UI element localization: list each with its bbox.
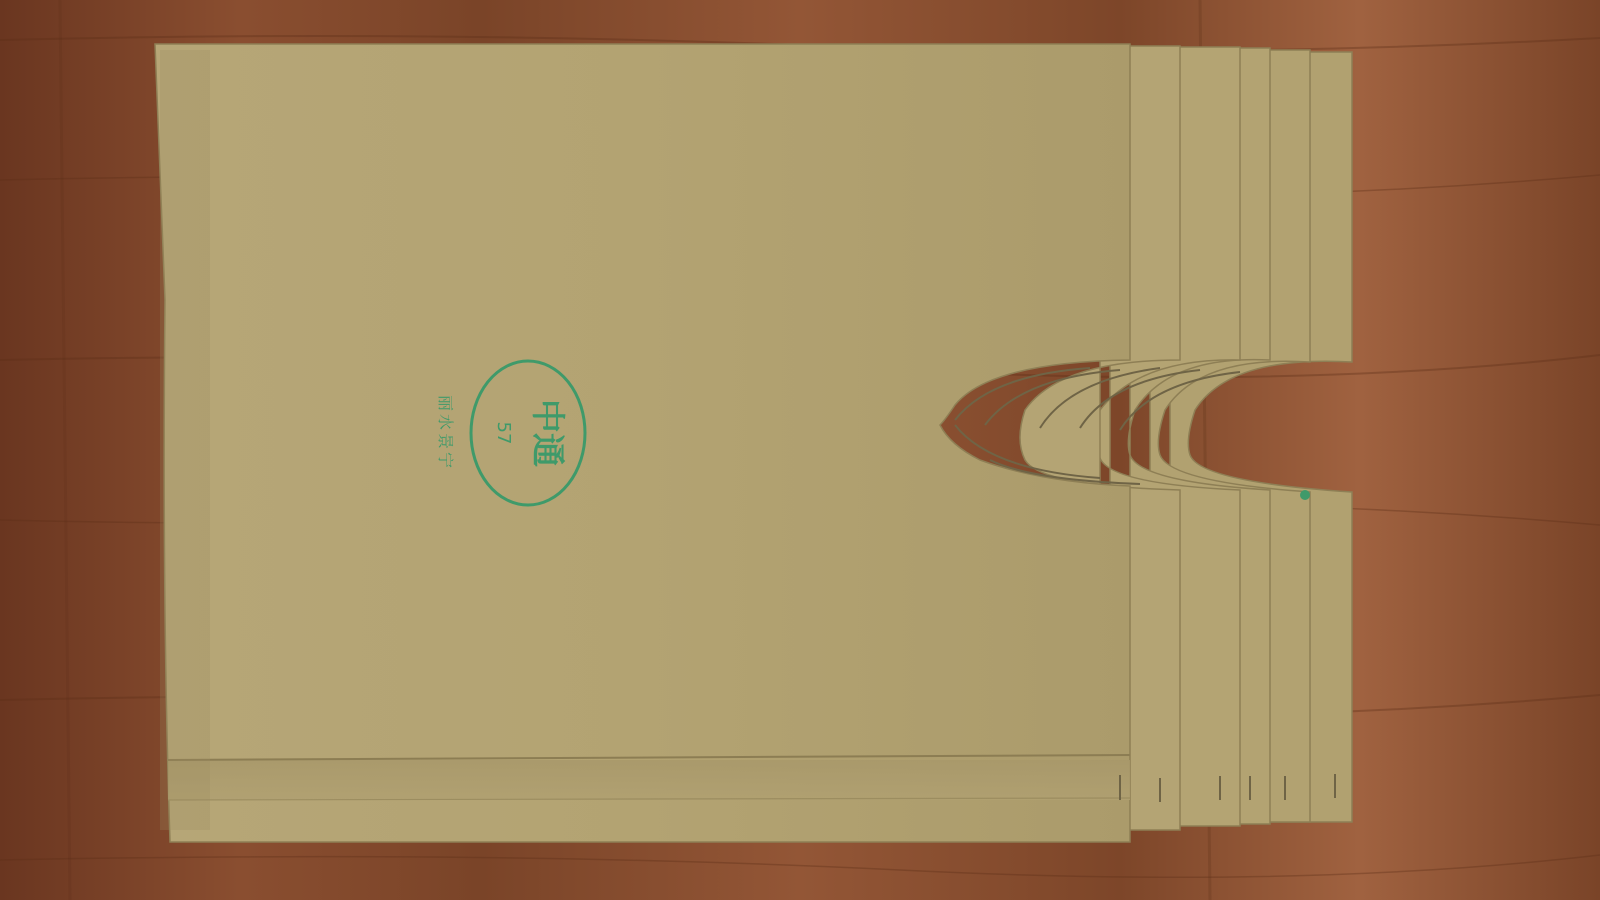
stamp-number: 57 [493,421,514,445]
stamp-logo-text: 中通 [527,399,567,467]
paper-bag-stack [155,44,1352,842]
bag-left-fold [160,50,210,830]
stamp-caption: 丽水景宁 [436,394,455,472]
ink-dot [1300,490,1310,500]
bag-bottom-seam [168,760,1130,800]
